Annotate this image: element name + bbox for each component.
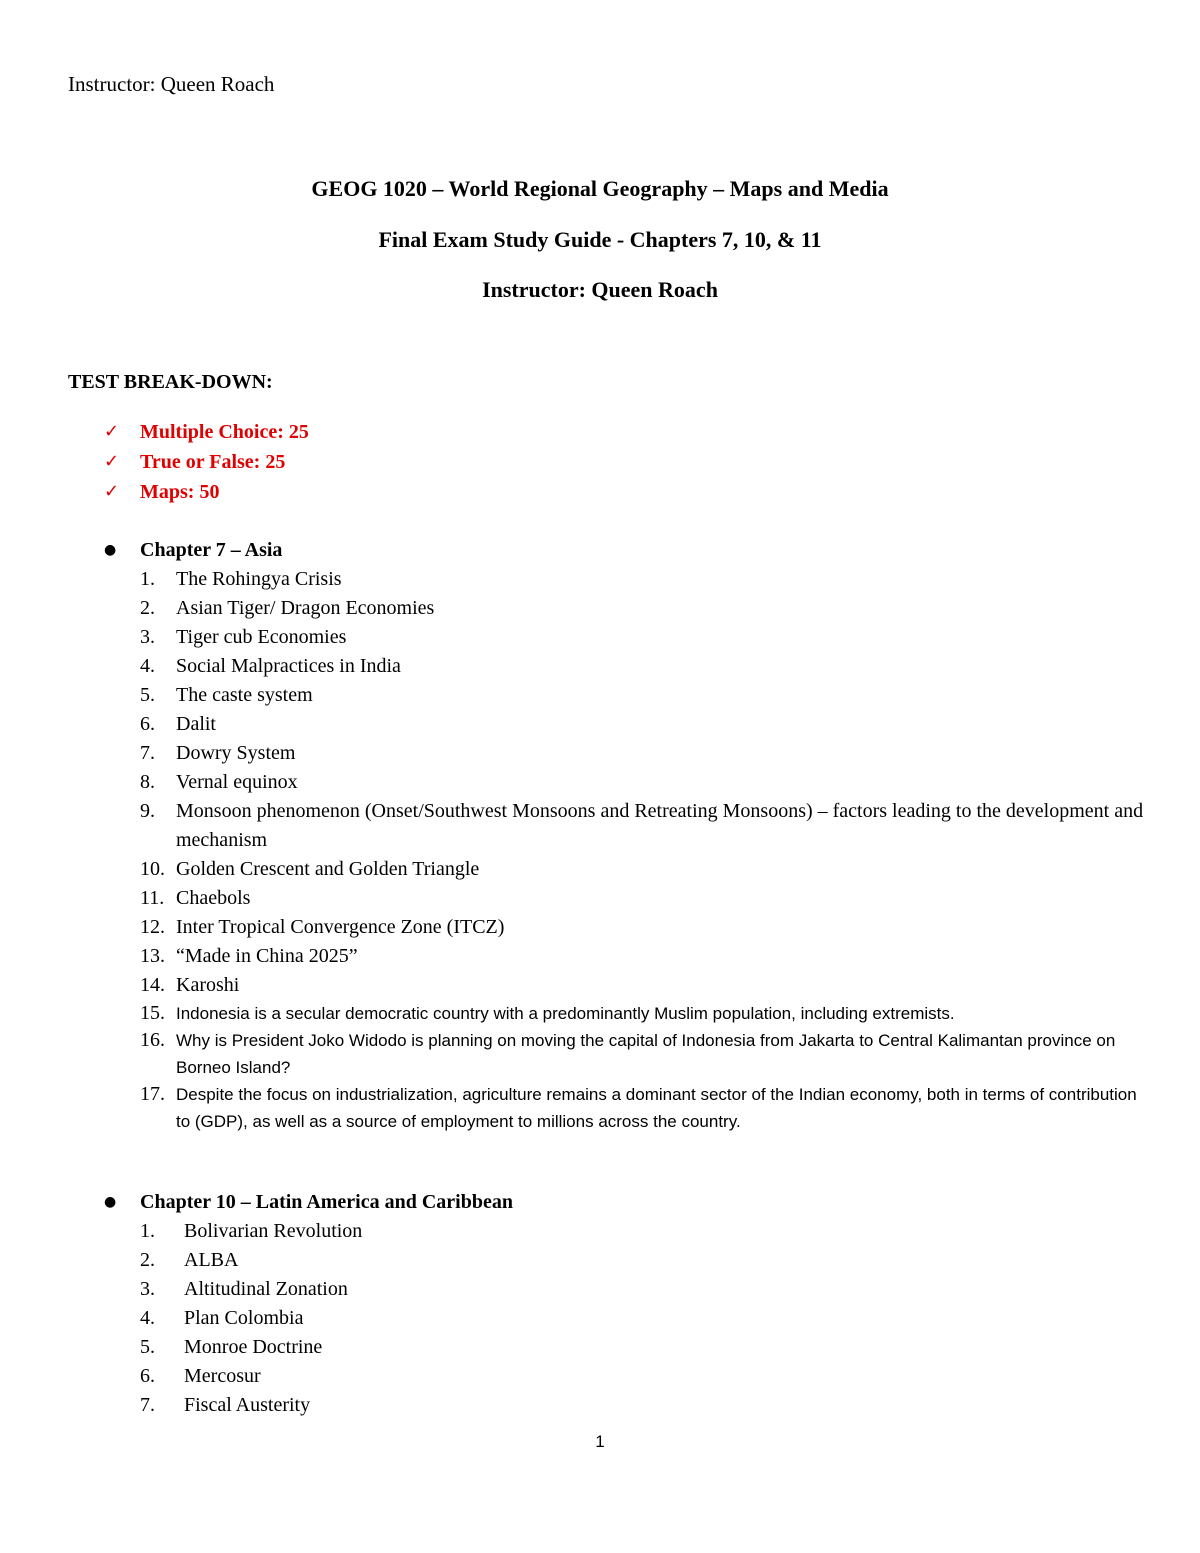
- checkmark-icon: ✓: [104, 481, 120, 502]
- bullet-icon: ●: [104, 1194, 117, 1210]
- list-item: [104, 768, 1144, 797]
- test-breakdown-list: [104, 417, 309, 507]
- item-text: “Made in China 2025”: [176, 945, 358, 967]
- item-number: 9.: [140, 800, 155, 822]
- list-item: [104, 1000, 1144, 1027]
- item-number: 10.: [140, 858, 165, 880]
- item-text: Monroe Doctrine: [184, 1336, 323, 1358]
- chapter-7-list: [104, 565, 1144, 1135]
- guide-title: Final Exam Study Guide - Chapters 7, 10, & 11: [378, 227, 822, 252]
- item-number: 7.: [140, 742, 155, 764]
- breakdown-item: [104, 447, 309, 477]
- item-text: Tiger cub Economies: [176, 626, 347, 648]
- item-number: 4.: [140, 1307, 155, 1329]
- item-text: Inter Tropical Convergence Zone (ITCZ): [176, 916, 505, 938]
- item-text: Indonesia is a secular democratic country with a predominantly Muslim population, including extremists.: [176, 1004, 955, 1023]
- chapter-heading: [104, 535, 1144, 565]
- item-text: The Rohingya Crisis: [176, 568, 342, 590]
- page-number: 1: [595, 1432, 605, 1451]
- list-item: [104, 594, 1144, 623]
- list-item: [104, 913, 1144, 942]
- item-number: 5.: [140, 1336, 155, 1358]
- checkmark-icon: ✓: [104, 421, 120, 442]
- item-text: Asian Tiger/ Dragon Economies: [176, 597, 435, 619]
- bullet-icon: ●: [104, 542, 117, 558]
- item-text: Bolivarian Revolution: [184, 1220, 363, 1242]
- item-number: 6.: [140, 713, 155, 735]
- item-number: 13.: [140, 945, 165, 967]
- course-title: GEOG 1020 – World Regional Geography – Maps and Media: [311, 176, 889, 201]
- item-text: Karoshi: [176, 974, 240, 996]
- list-item: [104, 1081, 1144, 1135]
- list-item: [104, 855, 1144, 884]
- breakdown-item: [104, 417, 309, 447]
- item-text: The caste system: [176, 684, 313, 706]
- item-text: Dowry System: [176, 742, 296, 764]
- item-text: Mercosur: [184, 1365, 261, 1387]
- item-number: 14.: [140, 974, 165, 996]
- item-number: 2.: [140, 597, 155, 619]
- item-text: Fiscal Austerity: [184, 1394, 311, 1416]
- item-text: Altitudinal Zonation: [184, 1278, 348, 1300]
- item-text: Vernal equinox: [176, 771, 298, 793]
- list-item: [104, 1217, 1144, 1246]
- breakdown-item: [104, 477, 309, 507]
- item-number: 12.: [140, 916, 165, 938]
- item-number: 11.: [140, 887, 165, 909]
- checkmark-icon: ✓: [104, 451, 120, 472]
- chapter-10-list: [104, 1217, 1144, 1420]
- breakdown-item-label: Multiple Choice: 25: [140, 421, 309, 443]
- item-number: 16.: [140, 1029, 165, 1051]
- item-text: Golden Crescent and Golden Triangle: [176, 858, 480, 880]
- chapter-10-section: [104, 1187, 1144, 1420]
- list-item: [104, 942, 1144, 971]
- item-number: 3.: [140, 1278, 155, 1300]
- item-number: 7.: [140, 1394, 155, 1416]
- list-item: [104, 1275, 1144, 1304]
- list-item: [104, 1246, 1144, 1275]
- chapter-heading-label: Chapter 7 – Asia: [140, 538, 283, 561]
- list-item: [104, 739, 1144, 768]
- test-breakdown-heading: TEST BREAK-DOWN:: [68, 371, 273, 393]
- item-text: Why is President Joko Widodo is planning on moving the capital of Indonesia from Jakarta to Central Kalimantan province on Borneo Island?: [176, 1031, 1116, 1077]
- list-item: [104, 884, 1144, 913]
- list-item: [104, 565, 1144, 594]
- list-item: [104, 1391, 1144, 1420]
- list-item: [104, 1027, 1144, 1081]
- item-text: Monsoon phenomenon (Onset/Southwest Monsoons and Retreating Monsoons) – factors leading to the development and mechanism: [176, 800, 1144, 851]
- item-number: 2.: [140, 1249, 155, 1271]
- item-number: 8.: [140, 771, 155, 793]
- list-item: [104, 797, 1144, 855]
- page-header: Instructor: Queen Roach: [68, 72, 275, 96]
- breakdown-item-label: Maps: 50: [140, 481, 220, 503]
- list-item: [104, 681, 1144, 710]
- item-number: 3.: [140, 626, 155, 648]
- item-number: 17.: [140, 1083, 165, 1105]
- item-text: ALBA: [184, 1249, 239, 1271]
- item-number: 5.: [140, 684, 155, 706]
- item-number: 4.: [140, 655, 155, 677]
- chapter-heading: [104, 1187, 1144, 1217]
- item-text: Chaebols: [176, 887, 251, 909]
- list-item: [104, 1304, 1144, 1333]
- item-number: 6.: [140, 1365, 155, 1387]
- item-number: 1.: [140, 1220, 155, 1242]
- chapter-7-section: [104, 535, 1144, 1135]
- instructor-title: Instructor: Queen Roach: [482, 277, 718, 302]
- breakdown-item-label: True or False: 25: [140, 451, 286, 473]
- item-text: Plan Colombia: [184, 1307, 304, 1329]
- item-number: 15.: [140, 1002, 165, 1024]
- chapter-heading-label: Chapter 10 – Latin America and Caribbean: [140, 1190, 513, 1213]
- list-item: [104, 1333, 1144, 1362]
- list-item: [104, 710, 1144, 739]
- list-item: [104, 652, 1144, 681]
- item-text: Social Malpractices in India: [176, 655, 401, 677]
- list-item: [104, 623, 1144, 652]
- list-item: [104, 1362, 1144, 1391]
- item-text: Dalit: [176, 713, 216, 735]
- item-text: Despite the focus on industrialization, agriculture remains a dominant sector of the Indian economy, both in terms of contribution to (GDP), as well as a source of employment to millions across the country.: [176, 1085, 1137, 1131]
- list-item: [104, 971, 1144, 1000]
- item-number: 1.: [140, 568, 155, 590]
